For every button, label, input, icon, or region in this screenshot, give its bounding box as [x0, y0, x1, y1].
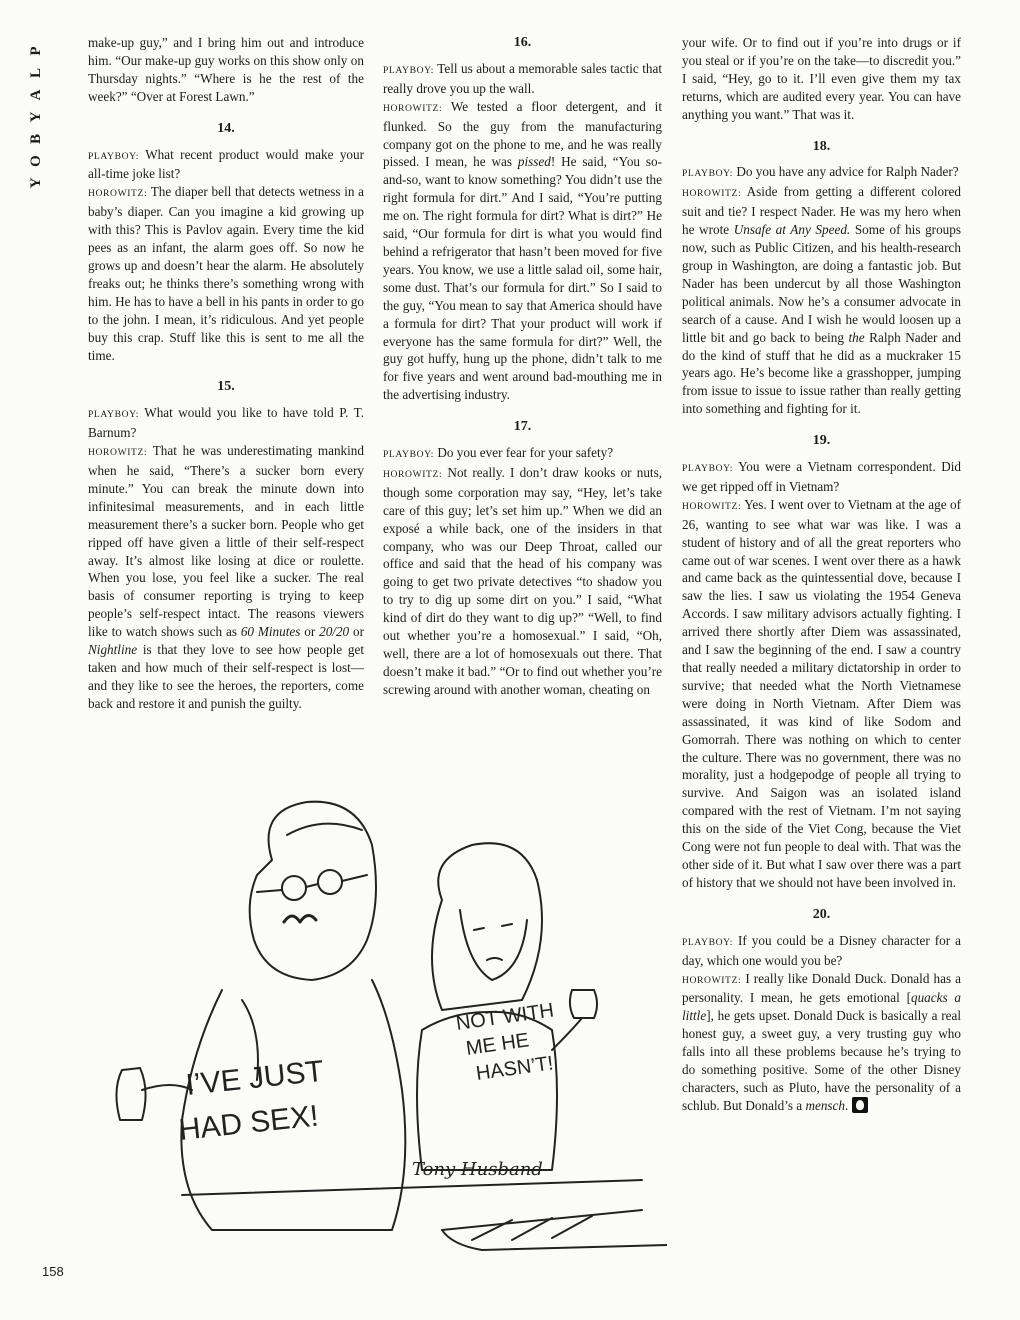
question: PLAYBOY: What recent product would make your all-time joke list? [88, 146, 365, 182]
column-3 [682, 34, 961, 1115]
answer: HOROWITZ: Aside from getting a different colored suit and tie? I respect Nader. He was my hero when he wrote Unsafe at Any Speed. Some of his groups now, such as Public Citizen, and his health-research group in Washington, are doing a fantastic job. But Nader has been undercut by all those Washington political animals. Now he’s a consumer advocate in search of a cause. And I wish he would loosen up a little bit and go back to being the Ralph Nader and do the kind of stuff that he did as a muckraker 15 years ago. He’s become like a grasshopper, jumping from issue to issue to issue rather than really getting into something and fighting for it. [682, 184, 961, 417]
paragraph: make-up guy,” and I bring him out and introduce him. “Our make-up guy works on this show only on Thursday nights.” “Where is he the rest of the week?” “Over at Forest Lawn.” [88, 35, 364, 104]
question-number: 16. [513, 35, 532, 50]
cartoon-illustration [82, 790, 667, 1260]
shirt-text: HASN’T! [474, 1052, 555, 1085]
logo-letter: Y [28, 111, 44, 123]
speaker-label: PLAYBOY: [682, 168, 734, 180]
speaker-label: HOROWITZ: [682, 188, 742, 200]
question: PLAYBOY: What would you like to have told P. T. Barnum? [88, 405, 364, 441]
logo-letter: O [28, 155, 44, 167]
question: PLAYBOY: Do you have any advice for Ralph Nader? [682, 164, 959, 180]
question: PLAYBOY: If you could be a Disney character for a day, which one would you be? [682, 932, 962, 968]
logo-letter: A [28, 89, 44, 101]
question-number: 19. [812, 433, 831, 449]
artist-signature: Tony Husband [412, 1159, 543, 1180]
speaker-label: HOROWITZ: [88, 188, 148, 200]
answer: HOROWITZ: That he was underestimating mankind when he said, “There’s a sucker born every minute.” You can break the minute down into infinitesimal measurements, and in each little measurement there’s a sucker born. People who get ripped off have given a little of their self-respect away. It’s almost like losing at dice or roulette. When you lose, you feel like a sucker. The real basis of consumer reporting is trying to keep people’s self-respect intact. The reasons viewers like to watch shows such as 60 Minutes or 20/20 or Nightline is that they love to see how people get taken and how much of their self-respect is lost—and they like to see the heroes, the reporters, come back and restore it and punish the guilty. [88, 443, 364, 711]
logo-letter: Y [28, 177, 44, 189]
answer: HOROWITZ: I really like Donald Duck. Donald has a personality. I mean, he gets emotional [quacks a little], he gets upset. Donald Duck is basically a real honest guy, a sweet guy, a very trusting guy who falls into all these problems because he’s trying to do something positive. Some of the other Disney characters, such as Pluto, have the personality of a schlub. But Donald’s a mensch. [682, 970, 962, 1113]
logo-letter: B [28, 134, 44, 145]
question-number: 17. [513, 419, 532, 435]
speaker-label: HOROWITZ: [682, 974, 742, 986]
logo-letter: P [28, 46, 44, 56]
speaker-label: HOROWITZ: [383, 468, 443, 480]
speaker-label: HOROWITZ: [88, 447, 148, 459]
shirt-text: I’VE JUST [184, 1054, 326, 1102]
question: PLAYBOY: Tell us about a memorable sales tactic that really drove you up the wall. [383, 60, 662, 96]
speaker-label: PLAYBOY: [88, 150, 140, 162]
shirt-text: NOT WITH [454, 999, 556, 1035]
bar-counter [182, 1180, 667, 1250]
question-number: 20. [812, 906, 831, 922]
question: PLAYBOY: Do you ever fear for your safety? [383, 445, 614, 461]
answer: HOROWITZ: We tested a floor detergent, and it flunked. So the guy from the manufacturing company got on the phone to me, and he was really pissed. I mean, he was pissed! He said, “You so-and-so, want to know something? You didn’t use the right formula for dirt.” And I said, “You’re putting me on. The right formula for dirt? What is dirt?” He said, “Our formula for dirt is what you would find behind a refrigerator that hasn’t been moved for five years. You know, we use a little salad oil, some hair, some dust. That’s our formula for dirt.” So I said to the guy, “You mean to say that America should have a formula for dirt? That your product will work if everyone has the same formula for dirt?” Well, the guy got huffy, hung up the phone, didn’t talk to me for five years and went around bad-mouthing me in the advertising industry. [383, 98, 663, 403]
answer: HOROWITZ: The diaper bell that detects wetness in a baby’s diaper. Can you imagine a kid growing up with this? This is Pavlov again. Every time the kid pees as an infant, the alarm goes off. So now he grows up and doesn’t hear the alarm. He absolutely freaks out; he thinks there’s something wrong with him. He has to have a bell in his pants in order to go to the john. I mean, it’s ridiculous. And yet people buy this crap. Stuff like this is sent to me all the time. [88, 184, 364, 363]
question: PLAYBOY: You were a Vietnam correspondent. Did we get ripped off in Vietnam? [682, 459, 961, 494]
cartoon-woman [417, 843, 597, 1170]
speaker-label: PLAYBOY: [383, 449, 435, 461]
speaker-label: PLAYBOY: [682, 463, 734, 475]
speaker-label: HOROWITZ: [383, 102, 443, 114]
paragraph: your wife. Or to find out if you’re into drugs or if you steal or if you’re on the take—to discredit you.” I said, “Hey, go to it. I’ll even give them my tax returns, which are audited every year. You can have anything you want.” That was it. [682, 35, 961, 122]
speaker-label: HOROWITZ: [682, 500, 742, 512]
speaker-label: PLAYBOY: [682, 936, 734, 948]
question-number: 15. [217, 379, 235, 395]
answer: HOROWITZ: Yes. I went over to Vietnam at the age of 26, wanting to see what war was like. I was a student of history and of all the great reporters who came out of war scenes. I went over there as a hawk and came back as the quintessential dove, because I saw the lies. I saw us violating the 1954 Geneva Accords. I saw military advisors actually fighting. I arrived there shortly after Diem was assassinated, and I saw the beginning of the end. I saw a country that really needed a military dictatorship in order to survive; that needed what the North Vietnamese were doing in North Vietnam. After Diem was assassinated, it was kind of like Sodom and Gomorrah. There was nothing on which to center the culture. There was no government, there was no morality, just a hodgepodge of people all trying to survive. And Saigon was an isolated island compared with the rest of Vietnam. I’m not saying this on the side of the Viet Cong, because the Viet Cong were not fun people to deal with. That was the other side of it. But what I saw over there was a part of history that we should not have been involved in. [682, 496, 962, 890]
shirt-text: HAD SEX! [177, 1099, 321, 1147]
answer: HOROWITZ: Not really. I don’t draw kooks or nuts, though some corporation may say, “Hey, let’s take care of this guy; let’s set him up.” When we did an exposé a while back, one of the insiders in that company, who was our Deep Throat, called our office and said that the head of his company was going to get two private detectives “to shadow you to try to dig up some dirt on you.” I said, “What kind of dirt do they want to dig up?” “Well, to find out whether you’re a homosexual.” I said, “Oh, well, there are a lot of homosexuals out there. That doesn’t make it bad.” “Or to find out whether you’re screwing around with another woman, cheating on [383, 464, 663, 697]
shirt-text: ME HE [464, 1029, 531, 1060]
bunny-end-mark-icon [852, 1097, 868, 1113]
cartoon-man [116, 802, 405, 1230]
question-number: 14. [217, 120, 235, 136]
masthead-logo [26, 40, 46, 194]
question-number: 18. [812, 138, 831, 154]
column-1 [88, 34, 364, 713]
speaker-label: PLAYBOY: [88, 409, 140, 421]
speaker-label: PLAYBOY: [383, 64, 435, 76]
page-number: 158 [42, 1264, 64, 1279]
logo-letter: L [28, 68, 44, 79]
column-2 [383, 34, 662, 699]
